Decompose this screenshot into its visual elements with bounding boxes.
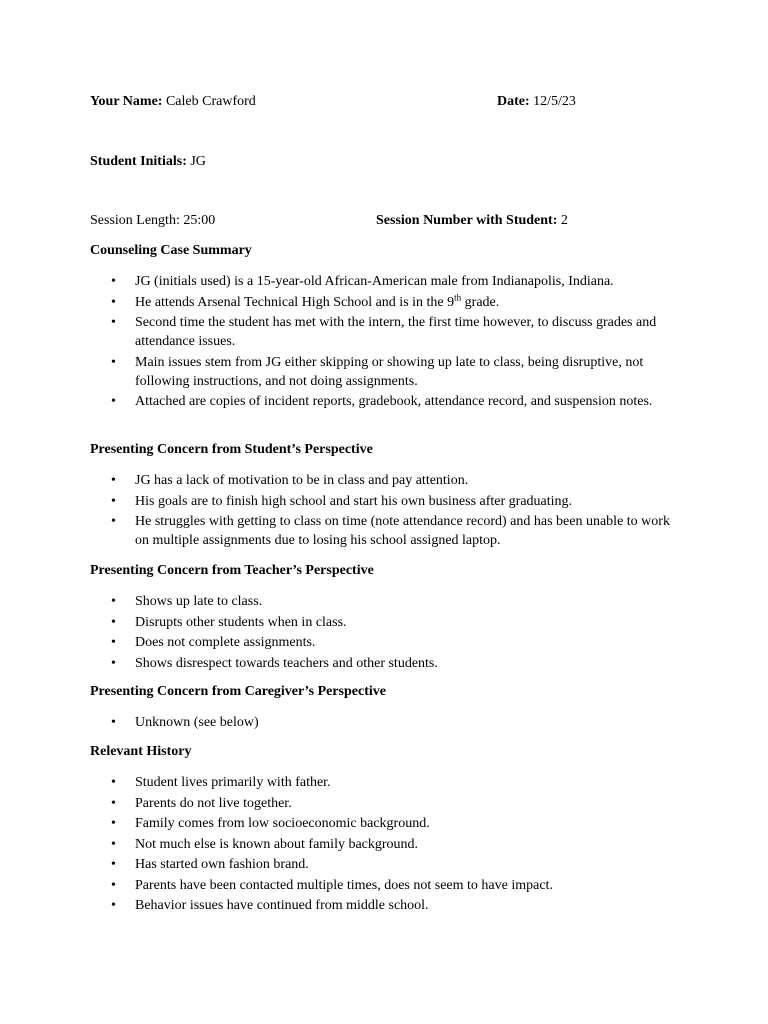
bullet-icon: • [111, 514, 116, 529]
bullet-list [90, 773, 690, 915]
bullet-list [90, 471, 690, 550]
date-field [497, 93, 576, 111]
list-item: • Second time the student has met with the intern, the first time however, to discuss grades and attendance issues. [111, 315, 657, 349]
bullet-icon: • [111, 473, 116, 488]
session-number-field [376, 212, 568, 230]
section-title: Presenting Concern from Caregiver’s Perspective [90, 684, 386, 699]
bullet-list [90, 713, 690, 732]
section-title: Relevant History [90, 744, 192, 759]
list-item: • Family comes from low socioeconomic background. [111, 816, 430, 831]
list-item: • Parents do not live together. [111, 795, 292, 811]
bullet-icon: • [111, 294, 116, 310]
bullet-icon: • [111, 715, 116, 730]
list-item: • Disrupts other students when in class. [111, 614, 347, 630]
list-item: • Parents have been contacted multiple times, does not seem to have impact. [111, 877, 553, 893]
list-item: • Not much else is known about family background. [111, 836, 419, 852]
bullet-icon: • [111, 594, 116, 609]
name-value: Caleb Crawford [162, 94, 256, 109]
initials-value: JG [186, 154, 206, 169]
name-label: Your Name: [90, 94, 163, 109]
section-student-perspective [90, 441, 690, 552]
list-item: • Has started own fashion brand. [111, 857, 309, 872]
bullet-icon: • [111, 877, 116, 893]
list-item: • Unknown (see below) [111, 715, 259, 730]
bullet-icon: • [111, 354, 116, 370]
list-item: • Does not complete assignments. [111, 635, 316, 650]
bullet-icon: • [111, 775, 116, 790]
list-item: • JG (initials used) is a 15-year-old African-American male from Indianapolis, Indiana. [111, 274, 614, 289]
list-item: • He struggles with getting to class on time (note attendance record) and has been unable to work on multiple assignments due to losing his school assigned laptop. [111, 514, 670, 548]
bullet-icon: • [111, 816, 116, 831]
list-item: • JG has a lack of motivation to be in class and pay attention. [111, 473, 469, 488]
date-label: Date: [497, 94, 530, 109]
list-item: • Main issues stem from JG either skipping or showing up late to class, being disruptive, not following instructions, and not doing assignments. [111, 354, 644, 389]
section-title: Presenting Concern from Teacher’s Perspective [90, 563, 374, 578]
section-title: Counseling Case Summary [90, 243, 252, 258]
bullet-list [90, 272, 690, 411]
date-value: 12/5/23 [529, 94, 576, 109]
section-case-summary [90, 242, 690, 413]
list-item: • Attached are copies of incident reports, gradebook, attendance record, and suspension notes. [111, 394, 653, 409]
session-number-value: 2 [557, 213, 568, 228]
bullet-icon: • [111, 394, 116, 409]
session-number-label: Session Number with Student: [376, 213, 558, 228]
bullet-icon: • [111, 315, 116, 330]
bullet-icon: • [111, 614, 116, 630]
name-field [90, 93, 256, 111]
list-item: • Shows disrespect towards teachers and other students. [111, 655, 438, 671]
bullet-icon: • [111, 836, 116, 852]
initials-field [90, 153, 206, 171]
list-item: • Student lives primarily with father. [111, 775, 331, 790]
list-item: • Shows up late to class. [111, 594, 263, 609]
bullet-icon: • [111, 857, 116, 872]
bullet-icon: • [111, 493, 116, 509]
bullet-list [90, 592, 690, 673]
bullet-icon: • [111, 898, 116, 913]
list-item: • His goals are to finish high school and start his own business after graduating. [111, 493, 573, 509]
bullet-icon: • [111, 795, 116, 811]
section-teacher-perspective [90, 562, 690, 674]
bullet-icon: • [111, 635, 116, 650]
bullet-icon: • [111, 655, 116, 671]
section-relevant-history [90, 743, 690, 917]
initials-label: Student Initials: [90, 154, 187, 169]
bullet-icon: • [111, 274, 116, 289]
session-length-text: Session Length: 25:00 [90, 213, 216, 228]
list-item: • Behavior issues have continued from middle school. [111, 898, 429, 913]
grade-superscript: th [454, 291, 462, 302]
session-length-field [90, 212, 215, 230]
section-title: Presenting Concern from Student’s Perspective [90, 442, 373, 457]
section-caregiver-perspective [90, 683, 690, 734]
list-item: • He attends Arsenal Technical High School and is in the 9th grade. [111, 291, 500, 310]
